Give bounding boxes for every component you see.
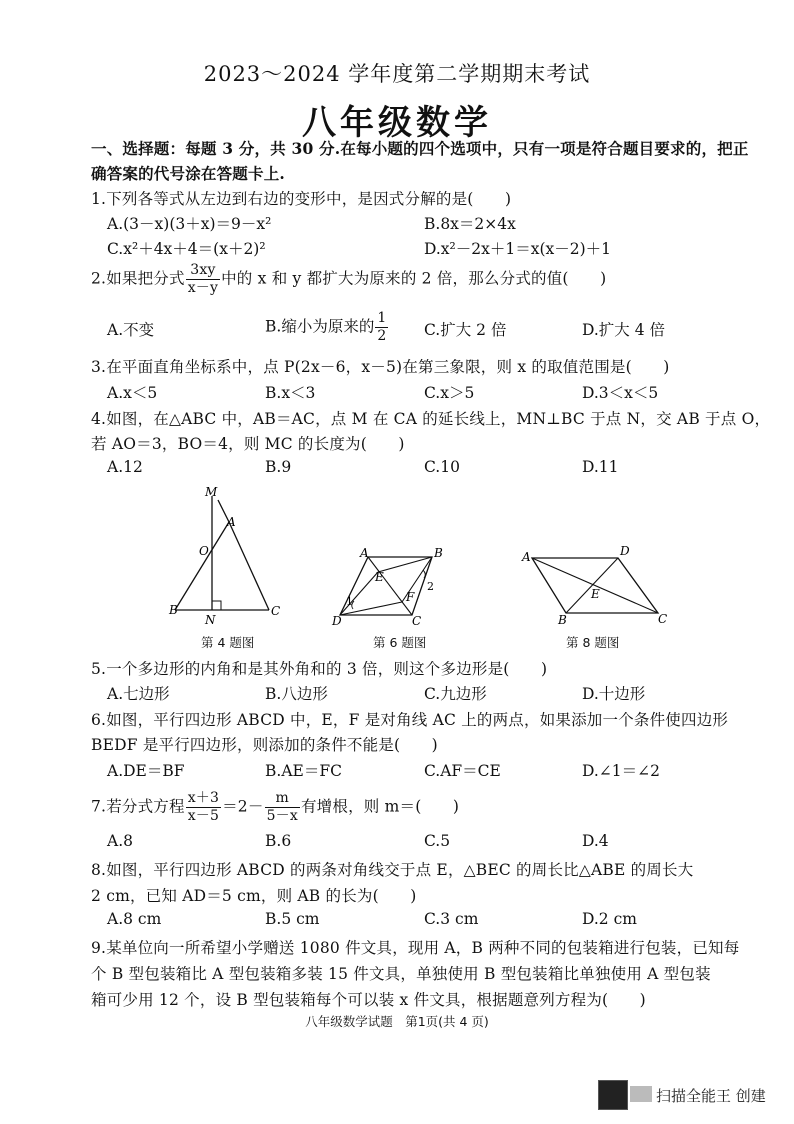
q4-option-b: B.9: [265, 458, 292, 476]
q5-option-d: D.十边形: [582, 685, 646, 703]
fig6-label-b: B: [434, 546, 443, 560]
q7-fraction-2: [265, 790, 300, 825]
fig6-label-d: D: [332, 614, 342, 628]
q2-fraction-num: 3xy: [186, 262, 220, 280]
q6-option-c: C.AF＝CE: [424, 762, 501, 780]
q1-option-b: B.8x＝2×4x: [424, 215, 516, 233]
figure-8-caption: 第 8 题图: [566, 635, 620, 650]
q2-fraction: [186, 262, 220, 297]
fig4-segment-ba: [175, 522, 229, 610]
q7-fraction-1-den: x－5: [187, 808, 220, 824]
q8-stem-line1: 8.如图，平行四边形 ABCD 的两条对角线交于点 E，△BEC 的周长比△ABE 的周长大: [91, 861, 694, 879]
q7-fraction-1-num: x＋3: [187, 790, 220, 806]
q7-stem-post: 有增根，则 m＝( ): [300, 797, 460, 816]
figure-4: [165, 482, 295, 627]
fig4-right-angle-mark: [212, 601, 221, 610]
q1-option-c: C.x²＋4x＋4＝(x＋2)²: [107, 240, 266, 258]
q5-stem: 5.一个多边形的内角和是其外角和的 3 倍，则这个多边形是( ): [91, 660, 548, 678]
q4-stem-line1: 4.如图，在△ABC 中，AB＝AC，点 M 在 CA 的延长线上，MN⊥BC 于点 N，交 AB 于点 O，: [91, 410, 771, 428]
fig8-diagonal-ac: [532, 558, 658, 613]
q2-stem-pre: 2.如果把分式: [91, 269, 185, 288]
fig4-label-m: M: [205, 485, 218, 499]
q8-option-c: C.3 cm: [424, 910, 479, 928]
q2-option-b-fraction: [375, 310, 388, 345]
q3-stem: 3.在平面直角坐标系中，点 P(2x－6，x－5)在第三象限，则 x 的取值范围是( ): [91, 358, 670, 376]
q7-stem-mid: ＝2－: [222, 797, 264, 816]
q8-stem-line2: 2 cm，已知 AD＝5 cm，则 AB 的长为( ): [91, 887, 417, 905]
fig4-segment-ca: [229, 522, 269, 610]
q2-option-c: C.扩大 2 倍: [424, 321, 507, 339]
figure-4-caption: 第 4 题图: [201, 635, 255, 650]
q3-option-c: C.x＞5: [424, 384, 475, 402]
q2-option-d: D.扩大 4 倍: [582, 321, 666, 339]
fig8-label-a: A: [522, 550, 531, 564]
q7-stem-pre: 7.若分式方程: [91, 797, 185, 816]
figure-8: [518, 543, 678, 628]
fig6-label-a: A: [360, 546, 369, 560]
fig4-label-b: B: [169, 603, 178, 617]
fig6-label-e: E: [375, 570, 384, 584]
q7-fraction-2-num: m: [265, 790, 300, 808]
q2-stem: [91, 262, 606, 297]
q7-option-a: A.8: [107, 832, 133, 850]
q9-stem-line3: 箱可少用 12 个，设 B 型包装箱每个可以装 x 件文具，根据题意列方程为( ): [91, 991, 646, 1009]
q2-option-b-num: 1: [377, 310, 387, 326]
q2-stem-post: 中的 x 和 y 都扩大为原来的 2 倍，那么分式的值( ): [221, 269, 607, 288]
q8-option-a: A.8 cm: [107, 910, 162, 928]
section-heading-line1: 一、选择题：每题 3 分，共 30 分.在每小题的四个选项中，只有一项是符合题目要求的，把正: [91, 139, 749, 158]
q4-option-d: D.11: [582, 458, 619, 476]
qr-code-icon: [598, 1080, 628, 1110]
q6-stem-line1: 6.如图，平行四边形 ABCD 中，E，F 是对角线 AC 上的两点，如果添加一个条件使四边形: [91, 711, 729, 729]
fig6-angle2-arc: [423, 570, 425, 578]
q7-option-d: D.4: [582, 832, 609, 850]
q4-stem-line2: 若 AO＝3，BO＝4，则 MC 的长度为( ): [91, 435, 405, 453]
q7-option-b: B.6: [265, 832, 292, 850]
q7-option-c: C.5: [424, 832, 451, 850]
q4-option-c: C.10: [424, 458, 460, 476]
q5-option-c: C.九边形: [424, 685, 487, 703]
q6-option-b: B.AE＝FC: [265, 762, 342, 780]
figure-6: [328, 545, 458, 630]
q8-option-b: B.5 cm: [265, 910, 320, 928]
q2-option-b-text: B.缩小为原来的: [265, 317, 375, 336]
fig6-label-f: F: [406, 590, 415, 604]
q3-option-b: B.x＜3: [265, 384, 316, 402]
fig4-label-o: O: [199, 544, 209, 558]
fig8-diagonal-bd: [566, 558, 618, 613]
section-heading-line2: 确答案的代号涂在答题卡上.: [91, 164, 285, 183]
q5-option-a: A.七边形: [107, 685, 170, 703]
q7-fraction-1: [186, 790, 221, 825]
q1-option-a: A.(3－x)(3＋x)＝9－x²: [107, 215, 272, 233]
fig4-label-a: A: [227, 515, 236, 529]
q7-stem: [91, 790, 459, 825]
q2-fraction-den: x－y: [187, 280, 219, 296]
subject-title: 八年级数学: [302, 103, 492, 143]
q2-option-b-den: 2: [377, 328, 387, 344]
q1-stem: 1.下列各等式从左边到右边的变形中，是因式分解的是( ): [91, 190, 512, 208]
q9-stem-line1: 9.某单位向一所希望小学赠送 1080 件文具，现用 A，B 两种不同的包装箱进行包装，已知每: [91, 939, 740, 957]
q6-option-a: A.DE＝BF: [107, 762, 185, 780]
watermark-text: 扫描全能王 创建: [656, 1087, 766, 1105]
q2-option-a: A.不变: [107, 321, 155, 339]
q1-option-d: D.x²－2x＋1＝x(x－2)＋1: [424, 240, 612, 258]
exam-title: 2023～2024 学年度第二学期期末考试: [203, 62, 591, 86]
fig4-label-c: C: [271, 604, 281, 618]
fig8-label-c: C: [658, 612, 668, 626]
q5-option-b: B.八边形: [265, 685, 328, 703]
scanner-logo-icon: [630, 1086, 652, 1102]
scanner-watermark: [598, 1080, 778, 1110]
fig8-label-e: E: [591, 587, 600, 601]
q7-fraction-2-den: 5－x: [266, 808, 298, 824]
page-footer: 八年级数学试题 第1页(共 4 页): [305, 1014, 489, 1029]
q9-stem-line2: 个 B 型包装箱比 A 型包装箱多装 15 件文具，单独使用 B 型包装箱比单独使用 A 型包装: [91, 965, 711, 983]
fig6-label-c: C: [412, 614, 422, 628]
figure-6-caption: 第 6 题图: [373, 635, 427, 650]
fig6-label-2: 2: [427, 580, 434, 593]
q8-option-d: D.2 cm: [582, 910, 637, 928]
q2-option-b: [265, 310, 389, 345]
fig4-label-n: N: [205, 613, 216, 627]
fig8-label-b: B: [558, 613, 567, 627]
fig8-label-d: D: [620, 544, 630, 558]
q3-option-a: A.x＜5: [107, 384, 158, 402]
q4-option-a: A.12: [107, 458, 143, 476]
fig6-parallelogram: [340, 557, 432, 615]
q6-option-d: D.∠1＝∠2: [582, 762, 660, 780]
fig6-label-1: 1: [346, 595, 353, 608]
q3-option-d: D.3＜x＜5: [582, 384, 659, 402]
q6-stem-line2: BEDF 是平行四边形，则添加的条件不能是( ): [91, 736, 438, 754]
fig6-diagonal-ac: [368, 557, 412, 615]
